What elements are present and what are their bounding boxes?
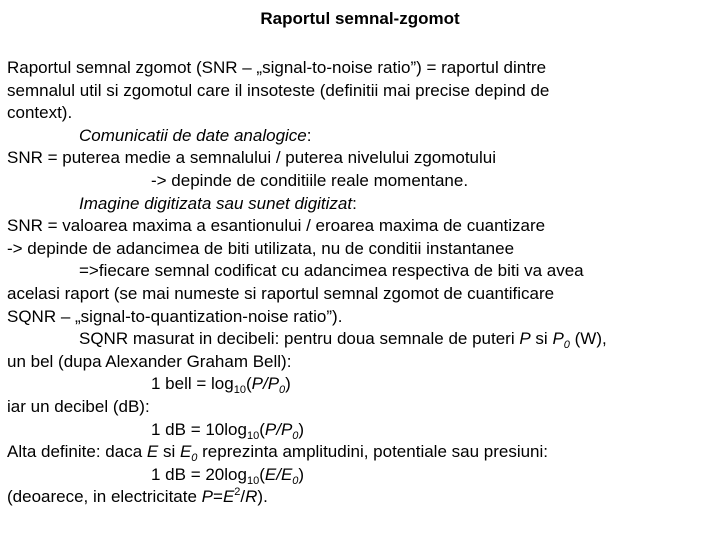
text-line: context). [7, 103, 73, 123]
var-p0: P [552, 329, 564, 349]
text-span: SQNR masurat in decibeli: pentru doua semnale de puteri [79, 329, 520, 349]
heading-colon: : [306, 125, 312, 145]
text-span: ). [257, 487, 268, 507]
slash: / [276, 419, 281, 439]
text-line: =>fiecare semnal codificat cu adancimea respectiva de biti va avea [79, 261, 584, 281]
var-p0: P [280, 419, 293, 439]
text-line-electricity [7, 486, 713, 509]
formula-decibel-power [7, 419, 713, 442]
text-span: ) [285, 374, 291, 394]
var-r: R [245, 487, 258, 507]
text-span: (W), [569, 329, 607, 349]
subscript: 10 [233, 384, 246, 397]
text-line: acelasi raport (se mai numeste si raportul semnal zgomot de cuantificare [7, 283, 555, 303]
text-span: ) [298, 464, 305, 484]
subscript: 10 [246, 429, 260, 442]
section-heading-digital [7, 193, 713, 216]
text-span: Alta definite: daca [7, 442, 147, 462]
text-line: iar un decibel (dB): [7, 396, 150, 416]
text-span: ( [245, 374, 252, 394]
text-line: -> depinde de conditiile reale momentane. [151, 170, 469, 190]
heading-italic: Comunicatii de date analogice [79, 125, 307, 145]
superscript: 2 [234, 486, 241, 499]
text-span: si [158, 442, 180, 462]
var-p: P [251, 374, 263, 394]
text-span: 1 bell = log [151, 374, 234, 394]
formula-decibel-amplitude [7, 464, 713, 487]
text-line: SNR = valoarea maxima a esantionului / eroarea maxima de cuantizare [7, 216, 546, 236]
formula-bell [7, 373, 713, 396]
text-line: Raportul semnal zgomot (SNR – „signal-to-noise ratio”) = raportul dintre [7, 58, 547, 77]
text-span: 1 dB = 20log [151, 464, 247, 484]
text-line: un bel (dupa Alexander Graham Bell): [7, 351, 292, 371]
heading-italic: Imagine digitizata sau sunet digitizat [79, 193, 353, 213]
slash: / [262, 374, 268, 394]
text-line-alt-definition [7, 441, 713, 464]
subscript-text: 0 [279, 384, 286, 397]
heading-colon: : [352, 193, 357, 213]
text-line: SNR = puterea medie a semnalului / puterea nivelului zgomotului [7, 148, 497, 168]
text-span: reprezinta amplitudini, potentiale sau presiuni: [197, 442, 549, 462]
text-span: si [530, 329, 553, 349]
var-e: E [264, 464, 277, 484]
var-p: P [201, 487, 213, 507]
document-body [7, 57, 713, 509]
text-line: -> depinde de adancimea de biti utilizata, nu de conditii instantanee [7, 238, 515, 258]
text-line-sqnr [7, 328, 713, 351]
var-p: P [519, 329, 531, 349]
var-e: E [146, 442, 159, 462]
slash: / [240, 487, 246, 507]
subscript-text: 0 [563, 339, 570, 352]
section-heading-analog [7, 125, 713, 148]
text-span: 1 dB = 10log [151, 419, 247, 439]
text-span: ( [259, 419, 265, 439]
text-span: ) [298, 419, 305, 439]
var-e0: E [280, 464, 293, 484]
text-span: = [213, 487, 223, 507]
var-p: P [264, 419, 277, 439]
text-line: SQNR – „signal-to-quantization-noise ratio”). [7, 306, 343, 326]
slash: / [276, 464, 281, 484]
var-p0: P [267, 374, 280, 394]
subscript-text: 0 [292, 474, 299, 487]
text-span: ( [259, 464, 265, 484]
text-span: (deoarece, in electricitate [7, 487, 202, 507]
var-e0: E [179, 442, 192, 462]
text-line: semnalul util si zgomotul care il insoteste (definitii mai precise depind de [7, 80, 550, 100]
var-e: E [222, 487, 235, 507]
page-title: Raportul semnal-zgomot [260, 9, 460, 28]
subscript: 10 [246, 474, 260, 487]
subscript-text: 0 [191, 452, 198, 465]
subscript-text: 0 [292, 429, 299, 442]
